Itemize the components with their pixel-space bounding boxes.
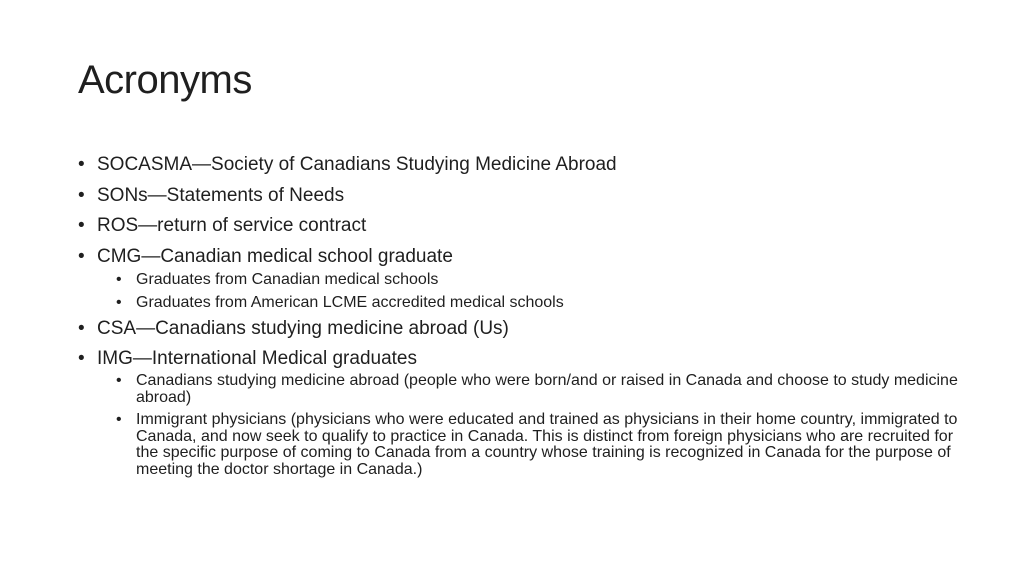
bullet-item-sons: • SONs—Statements of Needs xyxy=(78,184,958,208)
bullet-list xyxy=(78,153,958,484)
sublist-img xyxy=(78,373,958,478)
sublist-cmg xyxy=(78,271,958,311)
sub-bullet-item: • Canadians studying medicine abroad (people who were born/and or raised in Canada and choose to study medicine abroad) xyxy=(116,373,958,406)
slide-title: Acronyms xyxy=(78,58,252,102)
bullet-item-csa: • CSA—Canadians studying medicine abroad (Us) xyxy=(78,317,958,341)
bullet-item-ros: • ROS—return of service contract xyxy=(78,214,958,238)
sub-bullet-item: • Graduates from Canadian medical schools xyxy=(116,271,958,288)
sub-bullet-item: • Graduates from American LCME accredited medical schools xyxy=(116,294,958,311)
bullet-item-img: • IMG—International Medical graduates xyxy=(78,347,958,371)
bullet-item-socasma: • SOCASMA—Society of Canadians Studying Medicine Abroad xyxy=(78,153,958,177)
sub-bullet-item: • Immigrant physicians (physicians who were educated and trained as physicians in their home country, immigrated to Canada, and now seek to qualify to practice in Canada. This is distinct from foreign physicians who are recruited for the specific purpose of coming to Canada from a country whose training is recognized in Canada for the purpose of meeting the doctor shortage in Canada.) xyxy=(116,412,958,478)
bullet-item-cmg: • CMG—Canadian medical school graduate xyxy=(78,245,958,269)
